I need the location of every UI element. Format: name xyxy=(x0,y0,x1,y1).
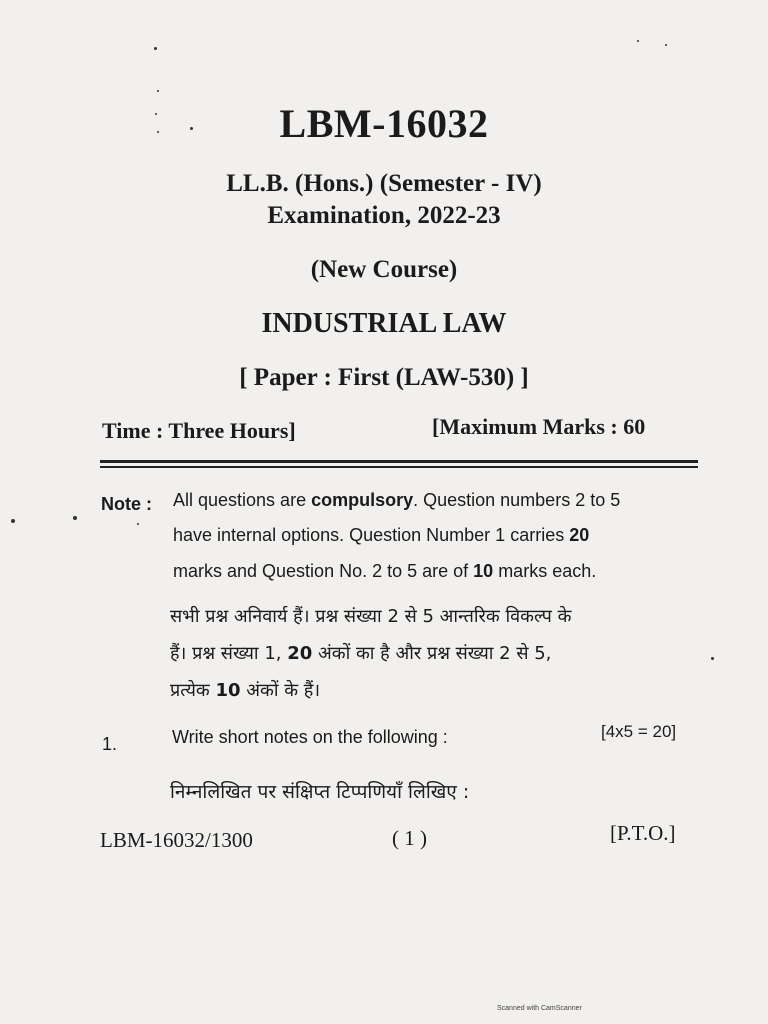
scan-speck xyxy=(665,44,667,46)
note-hindi-line-1: सभी प्रश्न अनिवार्य हैं। प्रश्न संख्या 2 से 5 आन्तरिक विकल्प के xyxy=(170,606,572,627)
note-english-line-1: All questions are compulsory. Question numbers 2 to 5 xyxy=(173,490,621,510)
question-marks: [4x5 = 20] xyxy=(601,722,677,741)
subject-title: INDUSTRIAL LAW xyxy=(261,308,507,339)
course-name: LL.B. (Hons.) (Semester - IV) xyxy=(226,170,542,197)
scan-speck xyxy=(637,40,639,42)
time-allowed: Time : Three Hours] xyxy=(102,418,296,443)
scan-speck xyxy=(190,127,193,130)
header-divider-thick xyxy=(100,460,698,463)
note-label: Note : xyxy=(101,494,152,514)
page-number: ( 1 ) xyxy=(392,826,427,850)
scan-speck xyxy=(73,516,77,520)
paper-number: [ Paper : First (LAW-530) ] xyxy=(239,364,529,391)
scan-speck xyxy=(137,523,139,525)
footer-paper-code: LBM-16032/1300 xyxy=(100,828,253,852)
scan-speck xyxy=(155,113,157,115)
scan-speck xyxy=(157,90,159,92)
please-turn-over: [P.T.O.] xyxy=(610,821,676,845)
course-type: (New Course) xyxy=(310,256,458,283)
scan-speck xyxy=(711,657,714,660)
question-number: 1. xyxy=(102,734,118,754)
note-english-line-3: marks and Question No. 2 to 5 are of 10 marks each. xyxy=(173,561,597,581)
scanner-watermark: Scanned with CamScanner xyxy=(497,1005,582,1012)
maximum-marks: [Maximum Marks : 60 xyxy=(432,414,646,439)
scan-speck xyxy=(157,131,159,133)
note-english-line-2: have internal options. Question Number 1 carries 20 xyxy=(173,525,590,545)
question-text: Write short notes on the following : xyxy=(172,727,448,747)
note-hindi-line-3: प्रत्येक 10 अंकों के हैं। xyxy=(170,680,321,701)
scan-speck xyxy=(154,47,157,50)
exam-year: Examination, 2022-23 xyxy=(267,202,501,229)
paper-code-title: LBM-16032 xyxy=(279,101,489,146)
header-divider-thin xyxy=(100,466,698,468)
scan-speck xyxy=(11,519,15,523)
note-hindi-line-2: हैं। प्रश्न संख्या 1, 20 अंकों का है और प्रश्न संख्या 2 से 5, xyxy=(170,643,552,664)
question-text-hindi: निम्नलिखित पर संक्षिप्त टिप्पणियाँ लिखिए : xyxy=(170,781,470,803)
